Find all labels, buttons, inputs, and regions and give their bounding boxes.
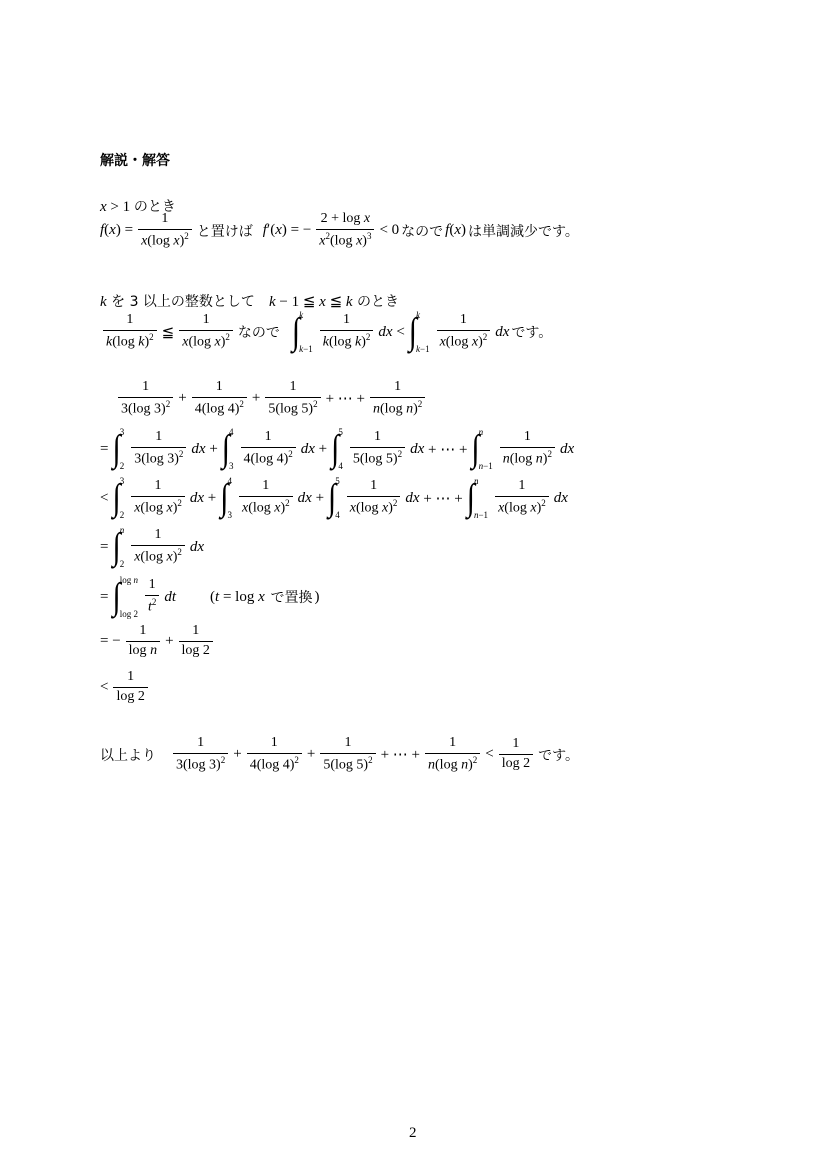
conclusion-line: 以上より $\frac{1}{3(\log 3)^2}$ + $\frac{1}{4(\log 4)^2}$ + $\frac{1}{5(\log 5)^2}$ + ⋯ + $\frac{1}{n(\log n)^2}$ < $\frac{1}{\log 2}$ です。 bbox=[100, 735, 579, 773]
condition-x-gt-1: x > 1 のとき bbox=[100, 199, 176, 215]
page-number: 2 bbox=[409, 1125, 417, 1141]
conclusion-prefix: 以上より bbox=[100, 747, 156, 764]
sum-line: $\frac{1}{3(\log 3)^2}$ + $\frac{1}{4(\log 4)^2}$ + $\frac{1}{5(\log 5)^2}$ + ⋯ + $\frac{1}{n(\log n)^2}$ bbox=[115, 380, 428, 417]
eq-line-1: = ∫ 3 2 $\frac{1}{3(\log 3)^2}$ dx + ∫ 4 3 $\frac{1}{4(\log 4)^2}$ dx + ∫ 5 4 $\frac{1}{5(\log 5)^2}$ dx + ⋯ + ∫ n n−1 $\frac{1}{n(\log n)^2}$ dx bbox=[100, 427, 575, 471]
eq-line-3: = ∫ log n log 2 $\frac{1}{t^2}$ dt ( t = log x で置換 ) bbox=[100, 575, 320, 619]
text-monotone: は単調減少です。 bbox=[468, 223, 579, 240]
text-desu: です。 bbox=[511, 325, 553, 341]
conclusion-suffix: です。 bbox=[538, 747, 579, 764]
inequality-line: $\frac{1}{k(\log k)^2}$ ≦ $\frac{1}{x(\log x)^2}$ なので ∫ k k−1 $\frac{1}{k(\log k)^2}$ dx < ∫ k k−1 $\frac{1}{x(\log x)^2}$ dx です。 bbox=[100, 310, 552, 354]
lt-line-2: < $\frac{1}{\log 2}$ bbox=[100, 670, 151, 704]
eq-line-4: = − $\frac{1}{\text{log n}}$ + $\frac{1}{\log 2}$ bbox=[100, 624, 216, 658]
eq-line-2: = ∫ n 2 $\frac{1}{x(\log x)^2}$ dx bbox=[100, 525, 205, 569]
text-nanode: なので bbox=[237, 325, 280, 341]
condition-k: k を 3 以上の整数として k − 1 ≦ x ≦ k のとき bbox=[100, 294, 400, 310]
lt-line-1: < ∫ 3 2 $\frac{1}{x(\log x)^2}$ dx + ∫ 4 3 $\frac{1}{x(\log x)^2}$ dx + ∫ 5 4 $\frac{1}{x(\log x)^2}$ dx + ⋯ + ∫ n n−1 $\frac{1}{x(\log x)^2}$ dx bbox=[100, 476, 568, 520]
section-heading: 解説・解答 bbox=[100, 153, 170, 169]
text-oke-ba: と置けば bbox=[196, 223, 253, 240]
f-definition-line: f ( x ) = $\frac{1}{x(\log x)^2}$ と置けば f ′( x ) = − $\frac{\text{2 + log x}}{x^2(\log x)^3}$ < 0 なので f ( x ) は単調減少です。 bbox=[100, 211, 579, 249]
